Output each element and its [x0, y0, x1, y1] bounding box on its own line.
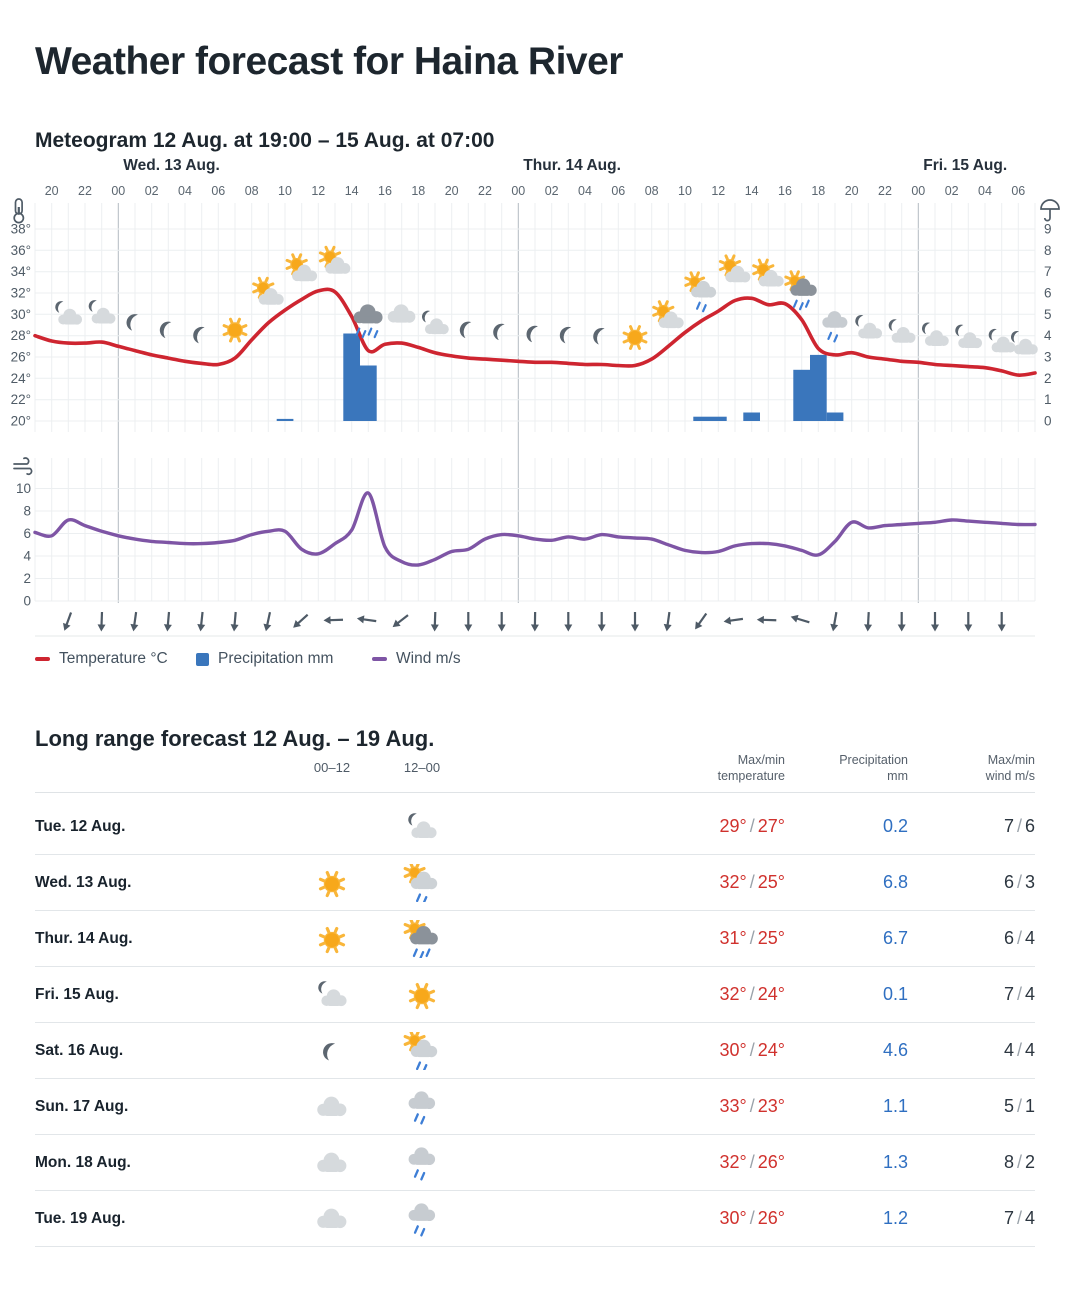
- weather-icon-clear-day: [224, 319, 246, 341]
- wind-legend-swatch: [372, 657, 387, 661]
- column-header-precipitation-line1: Precipitation: [839, 753, 908, 767]
- svg-text:16: 16: [378, 184, 392, 198]
- svg-text:12: 12: [311, 184, 326, 198]
- svg-text:38°: 38°: [10, 221, 31, 237]
- svg-text:1: 1: [1044, 392, 1052, 408]
- forecast-row[interactable]: [35, 855, 1035, 911]
- svg-text:02: 02: [544, 184, 559, 198]
- svg-text:14: 14: [744, 184, 759, 198]
- weather-icon-light-rain: [403, 1088, 441, 1126]
- grid: [35, 203, 1035, 636]
- weather-icon-cloudy: [313, 1088, 351, 1126]
- precip-axis-labels: [1044, 222, 1052, 429]
- precipitation-value: 1.1: [882, 1096, 908, 1116]
- svg-text:22: 22: [78, 184, 92, 198]
- forecast-row[interactable]: [35, 1135, 1035, 1191]
- svg-text:36°: 36°: [10, 242, 31, 258]
- wind-arrow: [197, 612, 207, 632]
- wind-arrow: [631, 612, 639, 632]
- weather-icon-clear-night: [557, 325, 571, 344]
- svg-text:00: 00: [911, 184, 926, 198]
- weather-icon-cloudy: [388, 304, 416, 322]
- forecast-date: Tue. 12 Aug.: [35, 818, 126, 835]
- forecast-date: Thur. 14 Aug.: [35, 930, 133, 947]
- svg-text:5: 5: [1044, 306, 1052, 322]
- column-header-temperature: [718, 752, 785, 784]
- max-min-temperature: 30° / 26°: [719, 1208, 785, 1228]
- icon-cell-12-00: [403, 1088, 441, 1126]
- precipitation-value: 1.3: [882, 1152, 908, 1172]
- svg-text:Fri. 15 Aug.: Fri. 15 Aug.: [923, 157, 1008, 174]
- forecast-date: Mon. 18 Aug.: [35, 1154, 131, 1171]
- max-min-temperature: 32° / 24°: [719, 984, 785, 1004]
- meteogram-title: Meteogram 12 Aug. at 19:00 – 15 Aug. at 07:00: [35, 129, 495, 153]
- svg-text:04: 04: [578, 184, 592, 198]
- precipitation-value: 4.6: [882, 1040, 908, 1060]
- forecast-row[interactable]: [35, 1191, 1035, 1247]
- wind-arrow: [757, 616, 777, 625]
- wind-arrow: [829, 611, 840, 632]
- forecast-row[interactable]: [35, 799, 1035, 855]
- svg-text:22: 22: [878, 184, 892, 198]
- wind-axis-labels: [16, 481, 32, 609]
- weather-icon-clear-night: [524, 323, 538, 342]
- svg-text:24°: 24°: [10, 370, 31, 386]
- wind-arrow: [97, 612, 106, 632]
- icon-cell-00-12: [313, 864, 351, 902]
- forecast-date: Sat. 16 Aug.: [35, 1042, 124, 1059]
- weather-icon-clear-day: [313, 920, 351, 958]
- max-min-wind: 5 / 1: [1003, 1096, 1035, 1116]
- wind-arrow: [723, 615, 743, 626]
- svg-text:20: 20: [444, 184, 459, 198]
- max-min-temperature: 32° / 25°: [719, 872, 785, 892]
- svg-text:0: 0: [1044, 413, 1052, 429]
- max-min-temperature: 29° / 27°: [719, 816, 785, 836]
- icon-cell-12-00: [403, 920, 441, 958]
- wind-arrow: [290, 612, 310, 631]
- wind-arrow: [998, 612, 1006, 632]
- day-labels: [123, 157, 1007, 174]
- svg-text:10: 10: [678, 184, 692, 198]
- weather-icon-cloudy: [313, 1200, 351, 1238]
- forecast-row[interactable]: [35, 911, 1035, 967]
- svg-text:02: 02: [144, 184, 159, 198]
- wind-arrow: [498, 612, 506, 632]
- svg-text:3: 3: [1044, 349, 1052, 365]
- column-header-temperature-line1: Max/min: [737, 753, 785, 767]
- svg-text:4: 4: [1044, 328, 1052, 344]
- icon-cell-12-00: [403, 1144, 441, 1182]
- svg-text:22: 22: [478, 184, 492, 198]
- icon-cell-12-00: [403, 808, 441, 846]
- weather-icon-clear-night: [591, 326, 605, 345]
- precipitation-bars: [277, 334, 844, 422]
- legend-item-temperature: [35, 649, 168, 669]
- svg-text:32°: 32°: [10, 285, 31, 301]
- page-title: Weather forecast for Haina River: [35, 40, 623, 84]
- icon-cell-00-12: [313, 1200, 351, 1238]
- temp-axis-labels: [11, 222, 31, 429]
- svg-text:18: 18: [411, 184, 426, 198]
- legend-item-precipitation: [196, 649, 333, 669]
- svg-text:16: 16: [778, 184, 792, 198]
- max-min-temperature: 30° / 24°: [719, 1040, 785, 1060]
- wind-arrow: [464, 612, 472, 632]
- wind-arrow: [898, 612, 906, 632]
- wind-arrow: [663, 612, 674, 632]
- weather-icon-light-rain-showers-day: [403, 1032, 441, 1070]
- precipitation-value: 6.7: [882, 928, 908, 948]
- weather-icon-light-rain-showers-day: [686, 273, 716, 311]
- icon-cell-00-12: [313, 1088, 351, 1126]
- wind-arrow: [323, 616, 343, 625]
- svg-text:30°: 30°: [10, 306, 31, 322]
- weather-icon-clear-night: [313, 1032, 351, 1070]
- wind-arrow: [431, 612, 440, 632]
- column-header-wind-line2: wind m/s: [985, 769, 1035, 783]
- wind-arrow: [564, 612, 572, 632]
- svg-text:28°: 28°: [10, 328, 31, 344]
- svg-text:9: 9: [1044, 221, 1052, 237]
- weather-icon-clear-day: [624, 327, 646, 349]
- wind-icon: [14, 458, 32, 474]
- weather-icon-rain-showers-day: [403, 920, 441, 958]
- precipitation-legend-label: Precipitation mm: [218, 650, 334, 667]
- legend-item-wind: [372, 649, 461, 669]
- weather-icon-partly-cloudy-night: [403, 808, 441, 846]
- weather-icon-clear-day: [403, 976, 441, 1014]
- svg-text:2: 2: [23, 571, 31, 586]
- column-header-temperature-line2: temperature: [717, 769, 785, 783]
- precipitation-legend-swatch: [196, 653, 209, 666]
- precipitation-value: 0.1: [882, 984, 908, 1004]
- svg-text:20°: 20°: [10, 413, 31, 429]
- wind-arrow: [692, 611, 710, 632]
- temperature-legend-label: Temperature °C: [59, 650, 168, 667]
- svg-text:26°: 26°: [10, 349, 31, 365]
- svg-text:06: 06: [1011, 184, 1026, 198]
- svg-text:04: 04: [978, 184, 992, 198]
- icon-cell-12-00: [403, 1032, 441, 1070]
- long-range-table: [35, 799, 1035, 1247]
- svg-text:4: 4: [23, 548, 31, 564]
- max-min-wind: 7 / 4: [1003, 1208, 1035, 1228]
- max-min-temperature: 32° / 26°: [719, 1152, 785, 1172]
- svg-text:20: 20: [44, 184, 59, 198]
- icon-cell-12-00: [403, 1200, 441, 1238]
- column-header-12-00: 12–00: [403, 760, 441, 775]
- precipitation-value: 1.2: [882, 1208, 908, 1228]
- forecast-date: Sun. 17 Aug.: [35, 1098, 129, 1115]
- wind-arrow: [356, 614, 376, 625]
- weather-icon-clear-night: [491, 321, 505, 340]
- wind-arrow: [390, 612, 410, 630]
- wind-arrow: [864, 612, 873, 632]
- svg-text:08: 08: [644, 184, 659, 198]
- icon-cell-00-12: [313, 976, 351, 1014]
- svg-text:22°: 22°: [10, 392, 31, 408]
- svg-text:20: 20: [844, 184, 859, 198]
- forecast-row[interactable]: [35, 1079, 1035, 1135]
- wind-arrow: [163, 612, 173, 632]
- umbrella-icon: [1041, 200, 1059, 221]
- weather-icon-light-rain: [403, 1200, 441, 1238]
- max-min-temperature: 33° / 23°: [719, 1096, 785, 1116]
- svg-text:06: 06: [211, 184, 226, 198]
- weather-icon-partly-cloudy-night: [313, 976, 351, 1014]
- long-range-title: Long range forecast 12 Aug. – 19 Aug.: [35, 726, 435, 752]
- wind-arrow: [531, 612, 539, 632]
- svg-text:6: 6: [23, 526, 31, 541]
- wind-arrow: [262, 611, 274, 632]
- svg-text:Wed. 13 Aug.: Wed. 13 Aug.: [123, 157, 220, 174]
- column-header-precipitation: [839, 752, 908, 784]
- max-min-wind: 4 / 4: [1003, 1040, 1035, 1060]
- wind-legend-label: Wind m/s: [396, 650, 461, 667]
- svg-text:12: 12: [711, 184, 726, 198]
- temperature-legend-swatch: [35, 657, 50, 661]
- svg-text:8: 8: [1044, 242, 1052, 258]
- svg-text:6: 6: [1044, 285, 1052, 301]
- max-min-wind: 6 / 4: [1003, 928, 1035, 948]
- time-axis-labels: [45, 184, 1026, 198]
- max-min-wind: 7 / 4: [1003, 984, 1035, 1004]
- icon-cell-12-00: [403, 976, 441, 1014]
- wind-arrow: [129, 612, 140, 632]
- wind-arrow: [790, 613, 811, 626]
- wind-arrow: [598, 612, 606, 632]
- weather-icon-light-rain: [403, 1144, 441, 1182]
- precipitation-value: 6.8: [882, 872, 908, 892]
- svg-text:02: 02: [944, 184, 959, 198]
- svg-text:2: 2: [1044, 370, 1052, 386]
- weather-icon-light-rain-showers-day: [403, 864, 441, 902]
- wind-arrow: [931, 612, 939, 632]
- table-header-divider: [35, 792, 1035, 793]
- svg-text:00: 00: [111, 184, 126, 198]
- svg-text:00: 00: [511, 184, 526, 198]
- svg-text:10: 10: [15, 481, 31, 496]
- max-min-wind: 7 / 6: [1003, 816, 1035, 836]
- icon-cell-00-12: [313, 1144, 351, 1182]
- column-header-00-12: 00–12: [313, 760, 351, 775]
- forecast-row[interactable]: [35, 967, 1035, 1023]
- icon-cell-00-12: [313, 920, 351, 958]
- meteogram-chart: [0, 148, 1080, 648]
- forecast-date: Fri. 15 Aug.: [35, 986, 119, 1003]
- svg-text:7: 7: [1044, 264, 1052, 280]
- max-min-wind: 6 / 3: [1003, 872, 1035, 892]
- wind-direction-arrows: [61, 611, 1006, 632]
- svg-text:14: 14: [344, 184, 359, 198]
- svg-text:8: 8: [23, 503, 31, 519]
- icon-cell-12-00: [403, 864, 441, 902]
- forecast-date: Wed. 13 Aug.: [35, 874, 132, 891]
- column-header-precipitation-line2: mm: [887, 769, 908, 783]
- svg-text:06: 06: [611, 184, 626, 198]
- svg-text:10: 10: [278, 184, 292, 198]
- weather-icon-clear-day: [313, 864, 351, 902]
- column-header-wind: [986, 752, 1035, 784]
- wind-arrow: [964, 612, 972, 632]
- precipitation-value: 0.2: [882, 816, 908, 836]
- icon-cell-00-12: [313, 1032, 351, 1070]
- svg-text:0: 0: [23, 593, 31, 609]
- forecast-row[interactable]: [35, 1023, 1035, 1079]
- weather-icon-clear-night: [191, 325, 205, 344]
- svg-text:Thur. 14 Aug.: Thur. 14 Aug.: [523, 157, 621, 174]
- column-header-wind-line1: Max/min: [987, 753, 1035, 767]
- svg-text:08: 08: [244, 184, 259, 198]
- svg-text:04: 04: [178, 184, 192, 198]
- wind-arrow: [230, 612, 240, 632]
- max-min-wind: 8 / 2: [1003, 1152, 1035, 1172]
- max-min-temperature: 31° / 25°: [719, 928, 785, 948]
- wind-arrow: [61, 611, 75, 632]
- svg-text:18: 18: [811, 184, 826, 198]
- svg-text:34°: 34°: [10, 264, 31, 280]
- thermometer-icon: [14, 199, 23, 223]
- weather-icon-cloudy: [313, 1144, 351, 1182]
- forecast-date: Tue. 19 Aug.: [35, 1210, 126, 1227]
